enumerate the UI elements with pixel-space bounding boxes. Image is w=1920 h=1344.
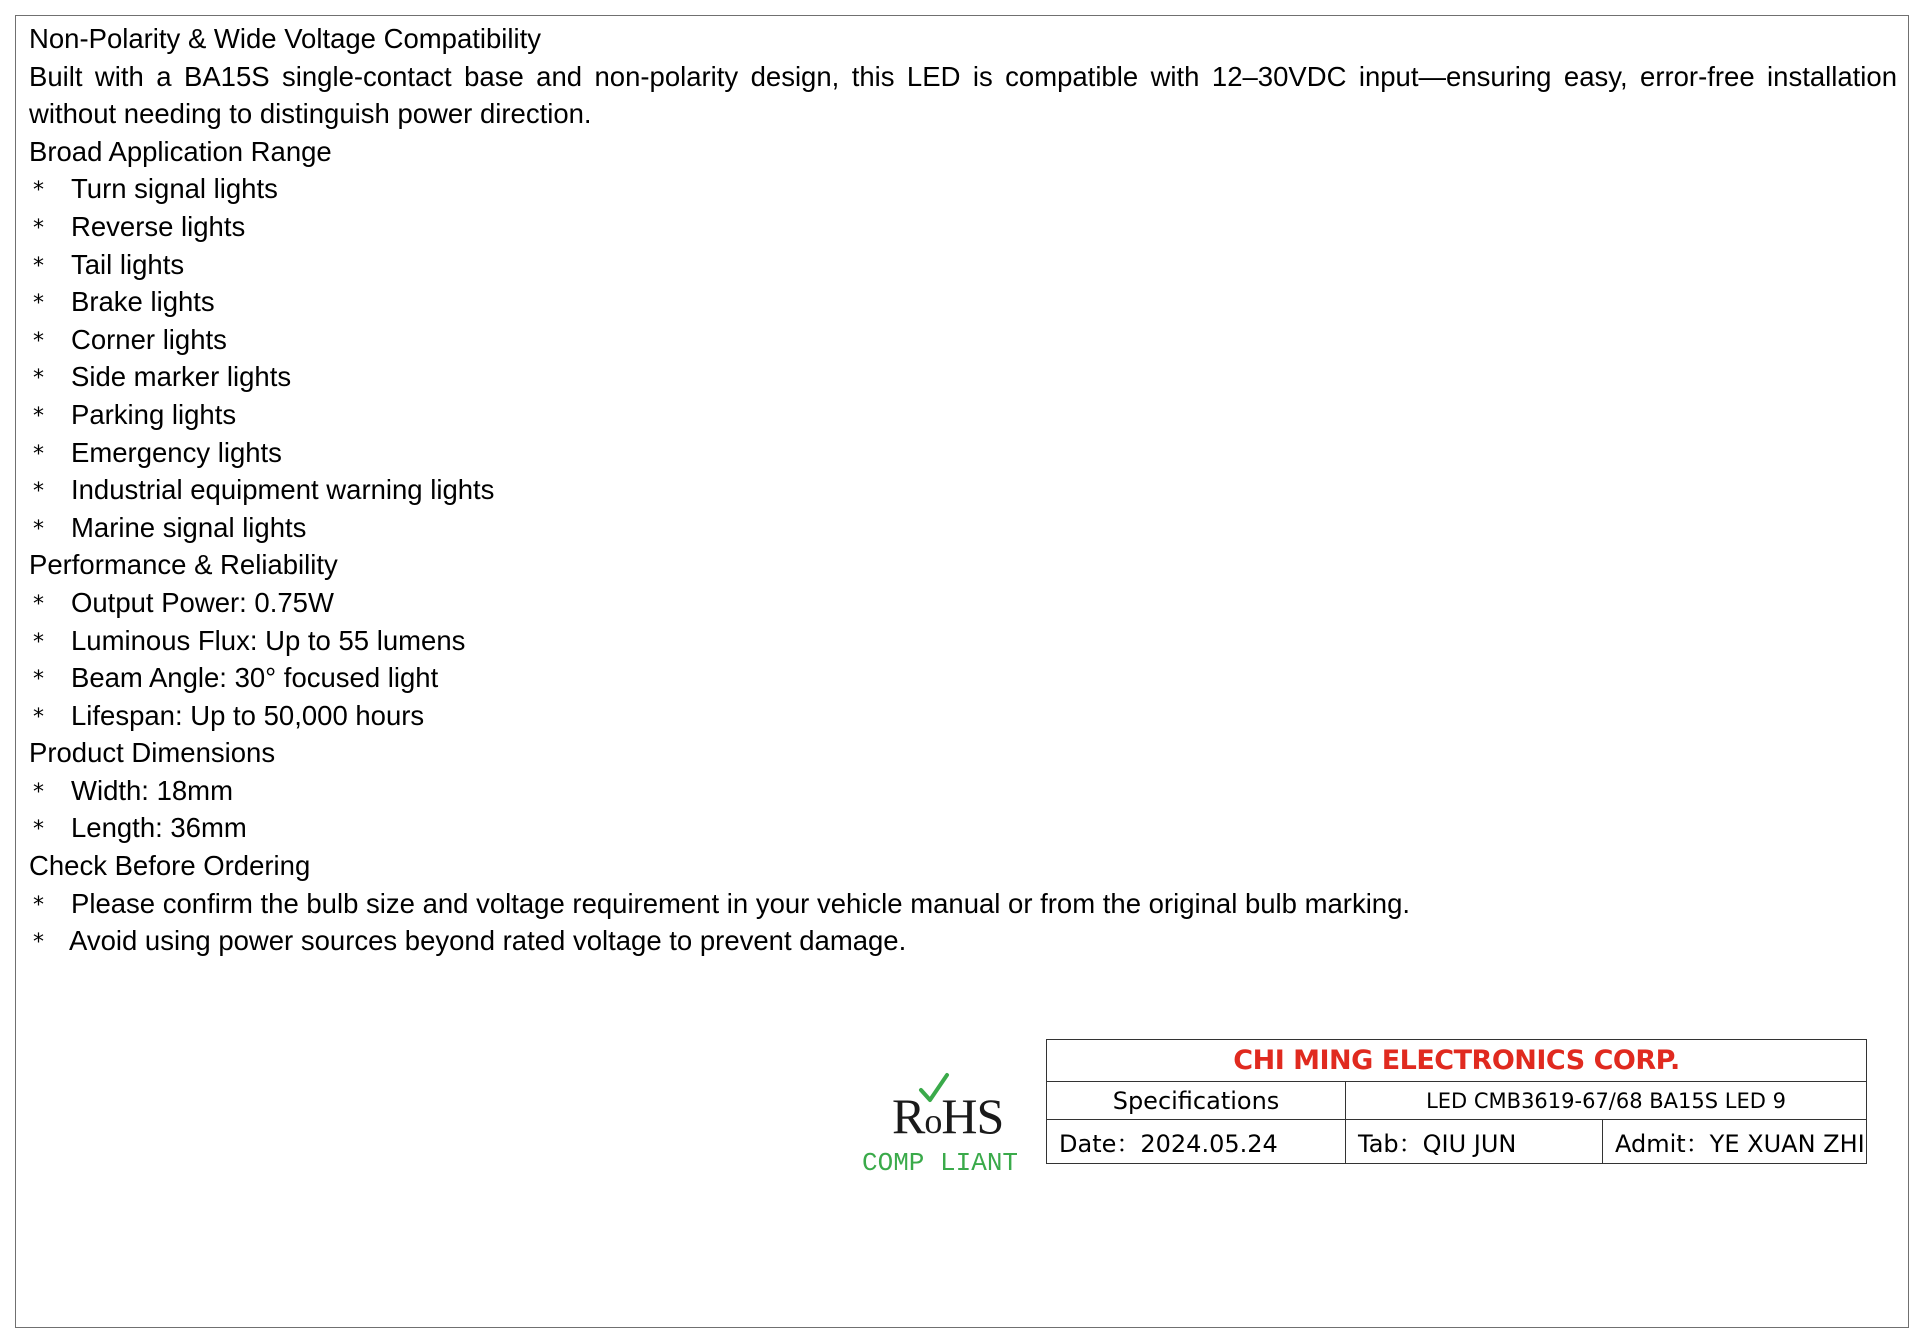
title-block bbox=[1046, 1039, 1867, 1164]
section-heading-applications: Broad Application Range bbox=[29, 135, 332, 167]
list-item: * Tail lights bbox=[29, 246, 1897, 284]
star-bullet-icon: * bbox=[33, 779, 44, 805]
section-heading-check: Check Before Ordering bbox=[29, 850, 311, 882]
product-description bbox=[29, 20, 1897, 960]
star-bullet-icon: * bbox=[33, 253, 44, 279]
list-item: * Marine signal lights bbox=[29, 509, 1897, 547]
rohs-logo-text: RoHS bbox=[892, 1088, 1004, 1144]
list-item: * Brake lights bbox=[29, 283, 1897, 321]
doc-admit: Admit：YE XUAN ZHI bbox=[1603, 1120, 1867, 1164]
list-item: * Width: 18mm bbox=[29, 772, 1897, 810]
list-item: * Parking lights bbox=[29, 396, 1897, 434]
model-number: LED CMB3619-67/68 BA15S LED 9 bbox=[1346, 1082, 1867, 1120]
star-bullet-icon: * bbox=[33, 403, 44, 429]
section-heading-dimensions: Product Dimensions bbox=[29, 737, 276, 769]
list-item: * Lifespan: Up to 50,000 hours bbox=[29, 697, 1897, 735]
star-bullet-icon: * bbox=[33, 328, 44, 354]
star-bullet-icon: * bbox=[33, 591, 44, 617]
list-item: * Avoid using power sources beyond rated voltage to prevent damage. bbox=[29, 922, 1897, 960]
star-bullet-icon: * bbox=[33, 366, 44, 392]
doc-type: Specifications bbox=[1047, 1082, 1346, 1120]
star-bullet-icon: * bbox=[33, 892, 44, 918]
star-bullet-icon: * bbox=[33, 516, 44, 542]
star-bullet-icon: * bbox=[33, 629, 44, 655]
section-heading-performance: Performance & Reliability bbox=[29, 549, 338, 581]
list-item: * Side marker lights bbox=[29, 358, 1897, 396]
doc-tab: Tab：QIU JUN bbox=[1346, 1120, 1603, 1164]
rohs-compliant-text: COMP LIANT bbox=[862, 1148, 1019, 1178]
list-item: * Length: 36mm bbox=[29, 809, 1897, 847]
star-bullet-icon: * bbox=[33, 479, 44, 505]
section-heading-voltage: Non-Polarity & Wide Voltage Compatibility bbox=[29, 23, 542, 54]
list-item: * Beam Angle: 30° focused light bbox=[29, 659, 1897, 697]
star-bullet-icon: * bbox=[33, 817, 44, 843]
list-item: * Luminous Flux: Up to 55 lumens bbox=[29, 622, 1897, 660]
star-bullet-icon: * bbox=[33, 215, 44, 241]
rohs-logo bbox=[860, 1072, 1020, 1182]
star-bullet-icon: * bbox=[33, 178, 44, 204]
star-bullet-icon: * bbox=[33, 667, 44, 693]
list-item: * Output Power: 0.75W bbox=[29, 584, 1897, 622]
list-item: * Emergency lights bbox=[29, 434, 1897, 472]
list-item: * Reverse lights bbox=[29, 208, 1897, 246]
star-bullet-icon: * bbox=[33, 930, 44, 956]
list-item: * Industrial equipment warning lights bbox=[29, 471, 1897, 509]
list-item: * Corner lights bbox=[29, 321, 1897, 359]
company-name: CHI MING ELECTRONICS CORP. bbox=[1047, 1040, 1867, 1082]
section-paragraph-voltage: Built with a BA15S single-contact base and non-polarity design, this LED is compatible with 12–30VDC input—ensuring easy, error-free installation without needing to distinguish power direction. bbox=[29, 60, 1897, 130]
star-bullet-icon: * bbox=[33, 441, 44, 467]
list-item: * Turn signal lights bbox=[29, 170, 1897, 208]
list-item: * Please confirm the bulb size and voltage requirement in your vehicle manual or from the original bulb marking. bbox=[29, 885, 1897, 923]
doc-date: Date：2024.05.24 bbox=[1047, 1120, 1346, 1164]
star-bullet-icon: * bbox=[33, 291, 44, 317]
star-bullet-icon: * bbox=[33, 704, 44, 730]
